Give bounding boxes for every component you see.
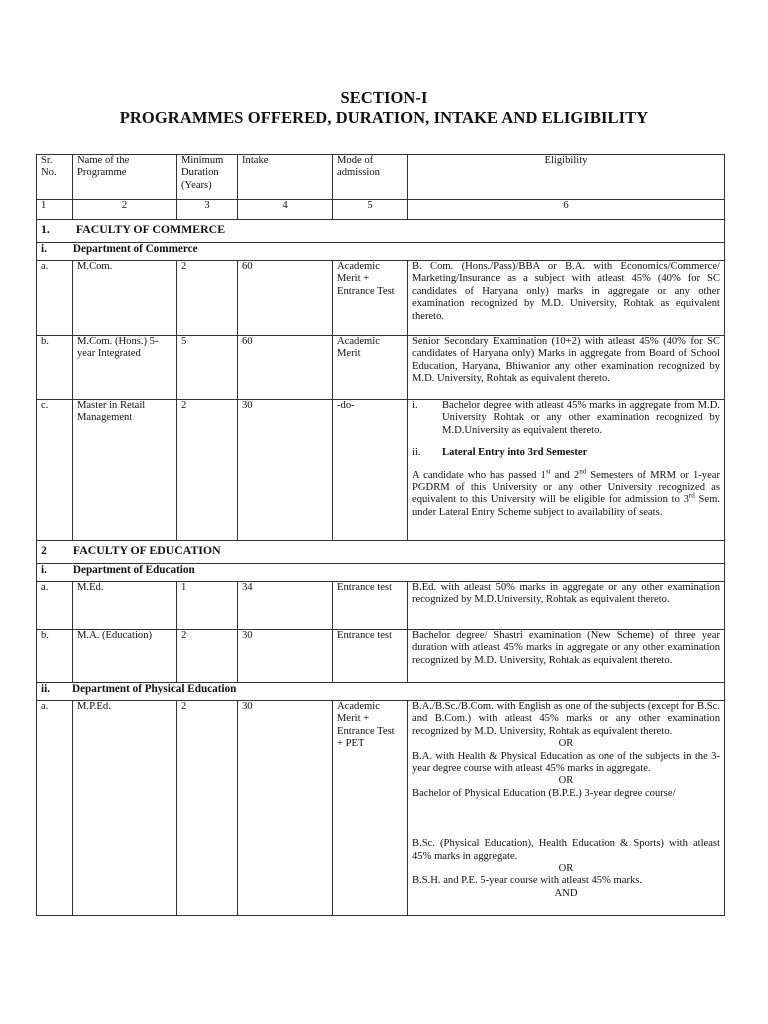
programme-cell: Master in Retail Management — [73, 400, 177, 541]
column-number: 1 — [37, 200, 73, 220]
and-separator: AND — [554, 887, 578, 899]
table-row — [37, 701, 725, 916]
header-sr-no: Sr. No. — [37, 155, 73, 200]
column-number: 2 — [73, 200, 177, 220]
duration-cell: 2 — [177, 630, 238, 683]
faculty-number: 2 — [41, 543, 47, 557]
eligibility-cell — [408, 400, 725, 541]
header-programme: Name of the Programme — [73, 155, 177, 200]
duration-cell: 2 — [177, 261, 238, 336]
intake-cell: 30 — [238, 701, 333, 916]
department-row — [37, 243, 725, 261]
or-separator: OR — [558, 863, 574, 875]
dept-number: i. — [41, 243, 47, 255]
header-mode: Mode of admission — [333, 155, 408, 200]
sr-cell: b. — [37, 630, 73, 683]
column-number: 5 — [333, 200, 408, 220]
eligibility-paragraph: B.Sc. (Physical Education), Health Education & Sports) with atleast 45% marks in aggregate. — [412, 838, 720, 862]
dept-label: Department of Education — [72, 564, 195, 576]
column-number: 6 — [408, 200, 725, 220]
table-row — [37, 261, 725, 336]
lateral-text: and 2 — [550, 469, 580, 481]
faculty-row — [37, 541, 725, 564]
dept-physical-education-heading — [37, 683, 725, 701]
eligibility-paragraph: B.A. with Health & Physical Education as one of the subjects in the 3-year degree course with atleast 45% marks in aggregate. — [412, 750, 720, 775]
item-marker: ii. — [412, 447, 421, 459]
eligibility-paragraph: Bachelor of Physical Education (B.P.E.) 3-year degree course/ — [412, 787, 676, 799]
programmes-table — [36, 154, 725, 916]
dept-label: Department of Physical Education — [72, 683, 237, 695]
faculty-commerce-heading — [37, 220, 725, 243]
programme-cell: M.A. (Education) — [73, 630, 177, 683]
or-separator: OR — [558, 775, 574, 787]
eligibility-paragraph: B.S.H. and P.E. 5-year course with atleast 45% marks. — [412, 875, 643, 887]
eligibility-item — [412, 400, 720, 437]
eligibility-item — [412, 447, 720, 459]
intake-cell: 60 — [238, 261, 333, 336]
duration-cell: 1 — [177, 582, 238, 630]
lateral-text: Sem. under Lateral Entry Scheme subject to availability of seats. — [412, 494, 720, 518]
item-text: Lateral Entry into 3rd Semester — [442, 447, 588, 459]
table-row — [37, 582, 725, 630]
sr-cell: b. — [37, 336, 73, 400]
faculty-label: FACULTY OF COMMERCE — [75, 222, 226, 236]
eligibility-cell: Senior Secondary Examination (10+2) with atleast 45% (40% for SC candidates of Haryana only) Marks in aggregate from Board of School Education, Haryana, Bhiwanior any other examination recognized by M.D. University, Rohtak as equivalent thereto. — [408, 336, 725, 400]
header-duration: Minimum Duration (Years) — [177, 155, 238, 200]
eligibility-cell — [408, 701, 725, 916]
column-number-row — [37, 200, 725, 220]
faculty-label: FACULTY OF EDUCATION — [72, 543, 221, 557]
ordinal-suffix: rd — [688, 491, 695, 500]
eligibility-cell: B.Ed. with atleast 50% marks in aggregate or any other examination recognized by M.D.University, Rohtak as equivalent thereto. — [408, 582, 725, 630]
duration-cell: 5 — [177, 336, 238, 400]
ordinal-suffix: st — [545, 467, 551, 476]
dept-number: i. — [41, 564, 47, 576]
programme-cell: M.Com. (Hons.) 5-year Integrated — [73, 336, 177, 400]
duration-cell: 2 — [177, 400, 238, 541]
table-header-row — [37, 155, 725, 200]
table-row — [37, 336, 725, 400]
item-text: Bachelor degree with atleast 45% marks in aggregate from M.D. University Rohtak or any other examination recognized by M.D.University as equivalent thereto. — [442, 400, 720, 436]
lateral-entry-text — [412, 467, 720, 520]
programme-cell: M.Com. — [73, 261, 177, 336]
lateral-text: A candidate who has passed 1 — [412, 469, 546, 481]
table-row — [37, 630, 725, 683]
dept-number: ii. — [41, 683, 51, 695]
sr-cell: a. — [37, 261, 73, 336]
or-separator: OR — [558, 738, 574, 750]
intake-cell: 34 — [238, 582, 333, 630]
programme-cell: M.Ed. — [73, 582, 177, 630]
table-row — [37, 400, 725, 541]
mode-cell: Academic Merit — [333, 336, 408, 400]
dept-commerce-heading — [37, 243, 725, 261]
section-title: SECTION-I — [340, 88, 428, 107]
eligibility-paragraph: B.A./B.Sc./B.Com. with English as one of the subjects (except for B.Sc. and B.Com.) with atleast 45% marks or any other examination recognized by M.D. University, Rohtak as equivalent thereto. — [412, 701, 720, 737]
sr-cell: a. — [37, 701, 73, 916]
intake-cell: 30 — [238, 630, 333, 683]
department-row — [37, 564, 725, 582]
duration-cell: 2 — [177, 701, 238, 916]
column-number: 4 — [238, 200, 333, 220]
eligibility-cell: Bachelor degree/ Shastri examination (New Scheme) of three year duration with atleast 45% marks in aggregate or any other examination recognized by M.D. University, Rohtak as equivalent thereto. — [408, 630, 725, 683]
sr-cell: a. — [37, 582, 73, 630]
mode-cell: Entrance test — [333, 630, 408, 683]
intake-cell: 30 — [238, 400, 333, 541]
intake-cell: 60 — [238, 336, 333, 400]
header-eligibility: Eligibility — [408, 155, 725, 200]
department-row — [37, 683, 725, 701]
column-number: 3 — [177, 200, 238, 220]
faculty-number: 1. — [41, 222, 50, 236]
programme-cell: M.P.Ed. — [73, 701, 177, 916]
faculty-education-heading — [37, 541, 725, 564]
faculty-row — [37, 220, 725, 243]
sr-cell: c. — [37, 400, 73, 541]
page-heading: PROGRAMMES OFFERED, DURATION, INTAKE AND ELIGIBILITY — [119, 108, 649, 127]
dept-education-heading — [37, 564, 725, 582]
ordinal-suffix: nd — [579, 467, 587, 476]
mode-cell: Academic Merit + Entrance Test — [333, 261, 408, 336]
mode-cell: Academic Merit + Entrance Test + PET — [333, 701, 408, 916]
mode-cell: Entrance test — [333, 582, 408, 630]
dept-label: Department of Commerce — [72, 243, 198, 255]
header-intake: Intake — [238, 155, 333, 200]
lateral-text: Semesters of MRM or 1-year PGDRM of this University or any other University recognized as equivalent to this University will be eligible for admission to 3 — [412, 469, 720, 506]
eligibility-cell: B. Com. (Hons./Pass)/BBA or B.A. with Economics/Commerce/ Marketing/Insurance as a subject with atleast 45% (40% for SC candidates of Haryana only) marks in aggregate or any other examination recognized by M.D. University, Rohtak as equivalent thereto. — [408, 261, 725, 336]
mode-cell: -do- — [333, 400, 408, 541]
item-marker: i. — [412, 400, 418, 411]
